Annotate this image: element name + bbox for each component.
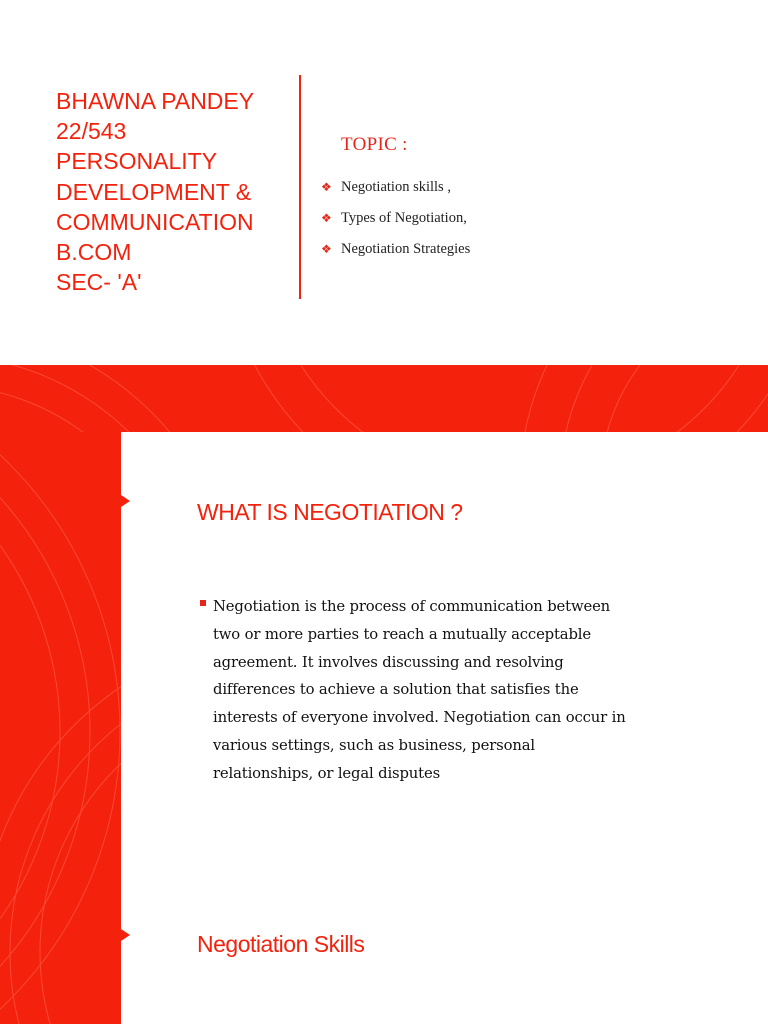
bullet-paragraph: [200, 593, 640, 788]
subject-line-2: DEVELOPMENT &: [56, 178, 252, 205]
decorative-red-band: [0, 365, 768, 432]
author-info-block: [56, 86, 296, 297]
vertical-divider: [299, 75, 301, 299]
band-arc-pattern: [0, 365, 768, 432]
definition-text: Negotiation is the process of communication between two or more parties to reach a mutually acceptable agreement. It involves discussing and resolving differences to achieve a solution that satisfies the interests of everyone involved. Negotiation can occur in various settings, such as business, personal relationships, or legal disputes: [213, 598, 626, 782]
sidebar-arc-pattern: [0, 432, 121, 1024]
next-slide-heading: Negotiation Skills: [197, 931, 365, 957]
content-slide: [0, 432, 768, 1024]
topic-item-label: Types of Negotiation,: [341, 210, 467, 226]
topic-item-label: Negotiation skills ,: [341, 179, 451, 195]
topic-item-label: Negotiation Strategies: [341, 241, 471, 257]
section-name: SEC- 'A': [56, 269, 142, 296]
slide-heading: WHAT IS NEGOTIATION ?: [197, 499, 463, 525]
roll-number: 22/543: [56, 118, 127, 145]
subject-line-1: PERSONALITY: [56, 148, 218, 175]
topic-item: [321, 234, 470, 265]
diamond-bullet-icon: ❖: [321, 242, 332, 256]
title-slide: [0, 0, 768, 365]
diamond-bullet-icon: ❖: [321, 180, 332, 194]
red-sidebar: [0, 432, 121, 1024]
heading-pointer-icon: [121, 929, 130, 941]
subject-line-3: COMMUNICATION: [56, 208, 254, 235]
topic-item: [321, 203, 470, 234]
course-name: B.COM: [56, 239, 132, 266]
square-bullet-icon: [200, 600, 206, 606]
diamond-bullet-icon: ❖: [321, 211, 332, 225]
topic-item: [321, 172, 470, 203]
heading-pointer-icon: [121, 495, 130, 507]
topic-label: TOPIC :: [341, 134, 408, 155]
author-name: BHAWNA PANDEY: [56, 88, 255, 114]
topic-list: [321, 172, 470, 265]
